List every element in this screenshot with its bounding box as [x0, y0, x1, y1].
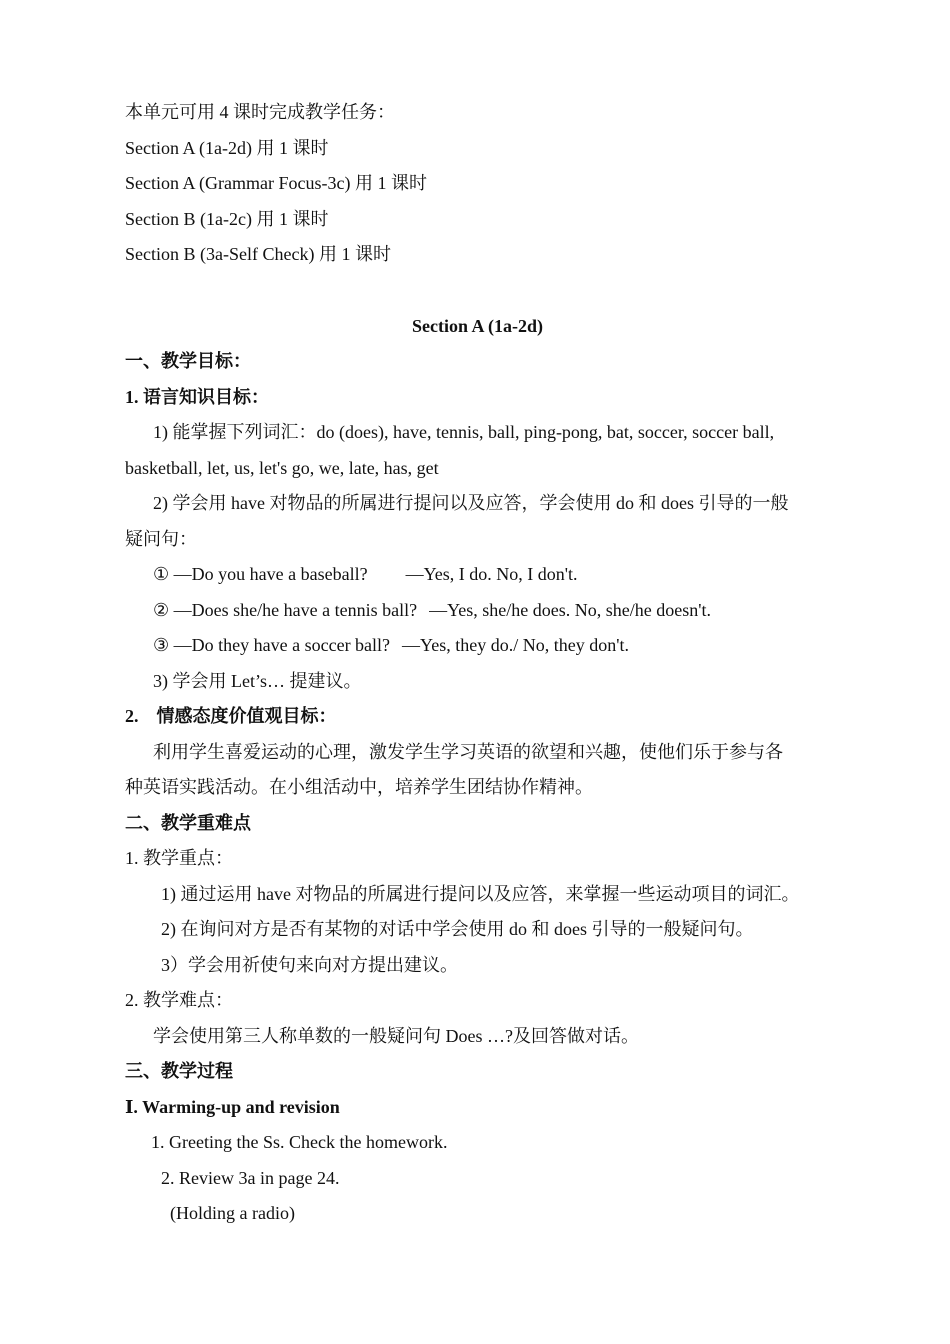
process-step-3: (Holding a radio): [170, 1203, 295, 1223]
process-step-2: 2. Review 3a in page 24.: [161, 1167, 340, 1188]
example-1-answer: —Yes, I do. No, I don't.: [405, 564, 578, 584]
example-2-answer: —Yes, she/he does. No, she/he doesn't.: [429, 599, 711, 620]
attitude-line-1: 利用学生喜爱运动的心理，激发学生学习英语的欲望和兴趣，使他们乐于参与各: [153, 741, 783, 762]
example-2-question: ② —Does she/he have a tennis ball?: [153, 599, 418, 620]
document-page: [125, 95, 830, 1232]
process-heading: 三、教学过程: [125, 1061, 233, 1081]
key-points-heading: 二、教学重难点: [125, 812, 251, 833]
example-2: [125, 593, 830, 629]
intro-line-5: Section B (3a-Self Check) 用 1 课时: [125, 244, 391, 264]
objectives-heading: 一、教学目标：: [125, 351, 251, 371]
focus-item-3: 3）学会用祈使句来向对方提出建议。: [161, 954, 458, 975]
intro-line-1: 本单元可用 4 课时完成教学任务：: [125, 102, 395, 122]
focus-heading: 1. 教学重点：: [125, 848, 233, 868]
section-title: Section A (1a-2d): [411, 315, 543, 336]
example-3-question: ③ —Do they have a soccer ball?: [153, 635, 391, 655]
knowledge-item-2-line-1: 2) 学会用 have 对物品的所属进行提问以及应答，学会使用 do 和 does 引导的一般: [153, 493, 789, 513]
focus-item-2: 2) 在询问对方是否有某物的对话中学会使用 do 和 does 引导的一般疑问句。: [161, 919, 754, 939]
knowledge-item-1-line-2: basketball, let, us, let's go, we, late, has, get: [125, 457, 439, 478]
process-step-1: 1. Greeting the Ss. Check the homework.: [151, 1132, 448, 1152]
intro-line-4: Section B (1a-2c) 用 1 课时: [125, 208, 329, 229]
part-1-heading: Ⅰ. Warming-up and revision: [125, 1096, 340, 1117]
knowledge-item-2-line-2: 疑问句：: [125, 528, 197, 549]
example-3: [125, 628, 830, 664]
focus-item-1: 1) 通过运用 have 对物品的所属进行提问以及应答，来掌握一些运动项目的词汇。: [161, 883, 800, 904]
example-1-question: ① —Do you have a baseball?: [153, 564, 368, 584]
difficulty-item-1: 学会使用第三人称单数的一般疑问句 Does …?及回答做对话。: [153, 1025, 639, 1046]
example-3-answer: —Yes, they do./ No, they don't.: [402, 635, 629, 655]
knowledge-item-3: 3) 学会用 Let’s… 提建议。: [153, 670, 362, 691]
knowledge-heading: 1. 语言知识目标：: [125, 386, 269, 407]
example-1: [125, 557, 830, 593]
intro-line-3: Section A (Grammar Focus-3c) 用 1 课时: [125, 173, 427, 193]
intro-line-2: Section A (1a-2d) 用 1 课时: [125, 137, 329, 158]
attitude-line-2: 种英语实践活动。在小组活动中，培养学生团结协作精神。: [125, 777, 593, 797]
difficulty-heading: 2. 教学难点：: [125, 990, 233, 1010]
spacer: [125, 273, 830, 309]
knowledge-item-1-line-1: 1) 能掌握下列词汇：do (does), have, tennis, ball, ping-pong, bat, soccer, soccer ball,: [153, 422, 775, 442]
attitude-heading: 2. 情感态度价值观目标：: [125, 706, 337, 726]
